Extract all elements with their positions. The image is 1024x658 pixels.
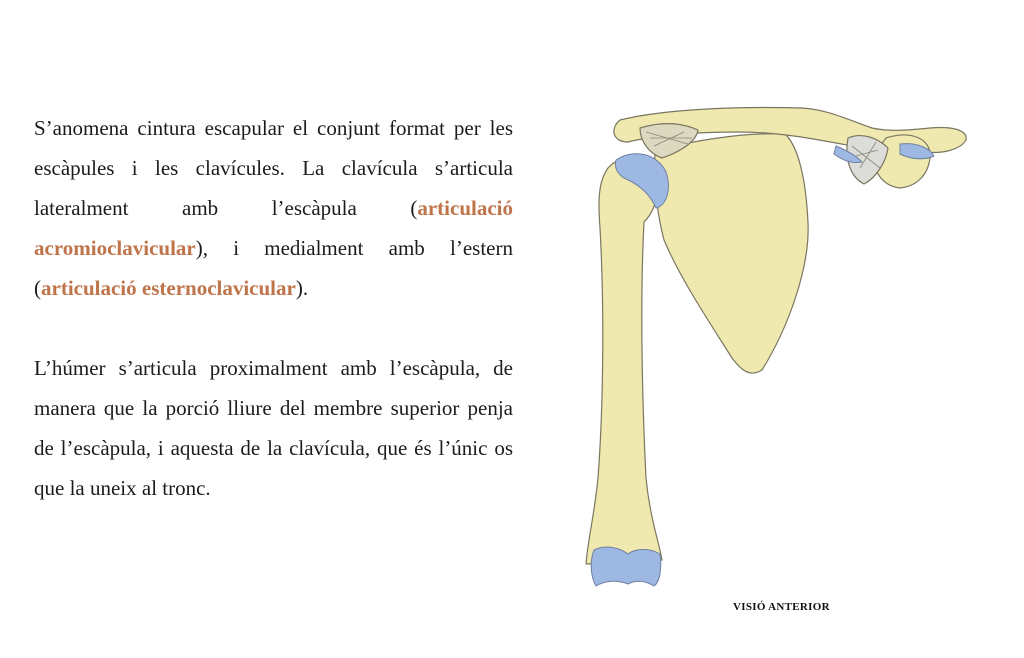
para1-text-end: ).	[295, 276, 309, 300]
figure-caption: VISIÓ ANTERIOR	[733, 601, 830, 613]
scapula	[655, 134, 808, 373]
link-sternoclavicular-joint[interactable]: articulació esternoclavicular	[41, 276, 296, 300]
capitulum-trochlea-cartilage	[591, 547, 661, 586]
paragraph-shoulder-girdle	[34, 108, 513, 308]
shoulder-anatomy-illustration	[580, 98, 980, 598]
para1-text-start: S’anomena cintura escapular el conjunt format per les escàpules i les clavícules. La clavícula s’articula lateralment amb l’escàpula (	[34, 116, 513, 220]
body-text	[34, 108, 513, 508]
humerus	[586, 158, 662, 564]
link-acromioclavicular-joint[interactable]: articulació acromioclavicular	[34, 196, 513, 260]
paragraph-humerus: L’húmer s’articula proximalment amb l’escàpula, de manera que la porció lliure del membre superior penja de l’escàpula, i aquesta de la clavícula, que és l’únic os que la uneix al tronc.	[34, 356, 513, 500]
para1-text-middle: ), i medialment amb l’estern (	[34, 236, 513, 300]
